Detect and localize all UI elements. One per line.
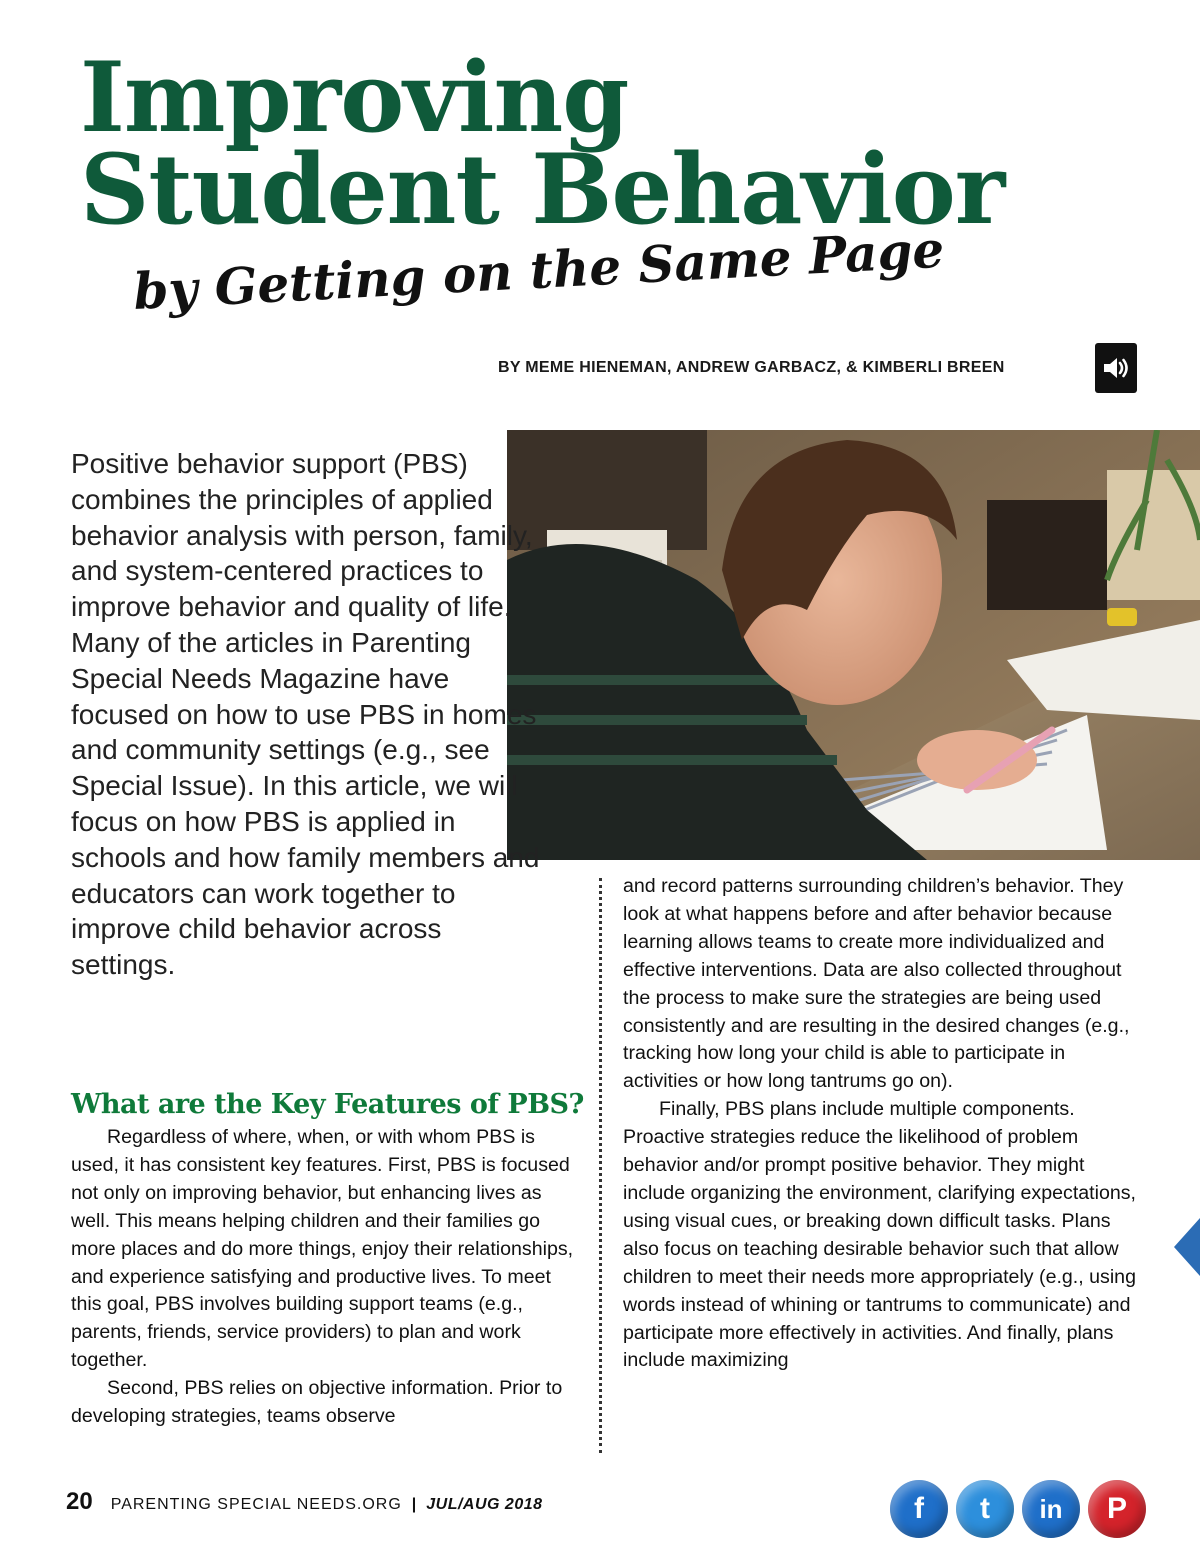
linkedin-icon[interactable] (1022, 1480, 1080, 1538)
page-number: 20 (66, 1488, 93, 1515)
linkedin-glyph: in (1039, 1493, 1063, 1524)
twitter-icon[interactable] (956, 1480, 1014, 1538)
page-turn-tab[interactable] (1174, 1218, 1200, 1276)
facebook-icon[interactable] (890, 1480, 948, 1538)
left-paragraph-2: Second, PBS relies on objective information. Prior to developing strategies, teams observe (71, 1377, 563, 1428)
speaker-icon (1101, 353, 1131, 383)
left-column (71, 1124, 581, 1431)
facebook-glyph: f (914, 1492, 924, 1525)
issue-date: JUL/AUG 2018 (426, 1496, 543, 1513)
article-subtitle: by Getting on the Same Page (131, 219, 946, 322)
right-column (623, 873, 1143, 1375)
audio-button[interactable] (1095, 343, 1137, 393)
social-links (890, 1480, 1146, 1538)
column-divider (599, 878, 602, 1453)
intro-paragraph: Positive behavior support (PBS) combines the principles of applied behavior analysis with person, family, and system-centered practices to improve behavior and quality of life. Many of the articles in Parenting Special Needs Magazine have focused on how to use PBS in homes and community settings (e.g., see Special Issue). In this article, we will focus on how PBS is applied in schools and how family members and educators can work together to improve child behavior across settings. (71, 448, 540, 981)
section-heading: What are the Key Features of PBS? (71, 1089, 584, 1120)
title-line-1: Improving (80, 41, 629, 154)
footer-separator: | (411, 1496, 417, 1513)
page-footer (66, 1488, 543, 1516)
pinterest-glyph: P (1106, 1492, 1127, 1525)
pinterest-icon[interactable] (1088, 1480, 1146, 1538)
right-paragraph-1: and record patterns surrounding children’s behavior. They look at what happens before and after behavior because learning allows teams to create more individualized and effective interventions. Data are also collected throughout the process to make sure the strategies are being used consistently and are resulting in the desired changes (e.g., tracking how long your child is able to participate in activities or how long tantrums go on). (623, 875, 1130, 1093)
publication-name: PARENTING SPECIAL NEEDS.ORG (110, 1496, 402, 1513)
right-paragraph-2: Finally, PBS plans include multiple components. Proactive strategies reduce the likelihood of problem behavior and/or prompt positive behavior. They might include organizing the environment, clarifying expectations, using visual cues, or breaking down difficult tasks. Plans also focus on teaching desirable behavior such that allow children to meet their needs more appropriately (e.g., using words instead of whining or tantrums to communicate) and participate more effectively in activities. And finally, plans include maximizing (623, 1098, 1136, 1372)
byline: BY MEME HIENEMAN, ANDREW GARBACZ, & KIMBERLI BREEN (498, 359, 1005, 376)
article-photo (507, 430, 1200, 860)
left-paragraph-1: Regardless of where, when, or with whom PBS is used, it has consistent key features. First, PBS is focused not only on improving behavior, but enhancing lives as well. This means helping children and their families go more places and do more things, enjoy their relationships, and experience satisfying and productive lives. To meet this goal, PBS involves building support teams (e.g., parents, friends, service providers) to plan and work together. (71, 1126, 574, 1372)
title-line-2: Student Behavior (80, 133, 1005, 246)
twitter-glyph: t (980, 1492, 990, 1525)
article-title (80, 41, 1005, 246)
